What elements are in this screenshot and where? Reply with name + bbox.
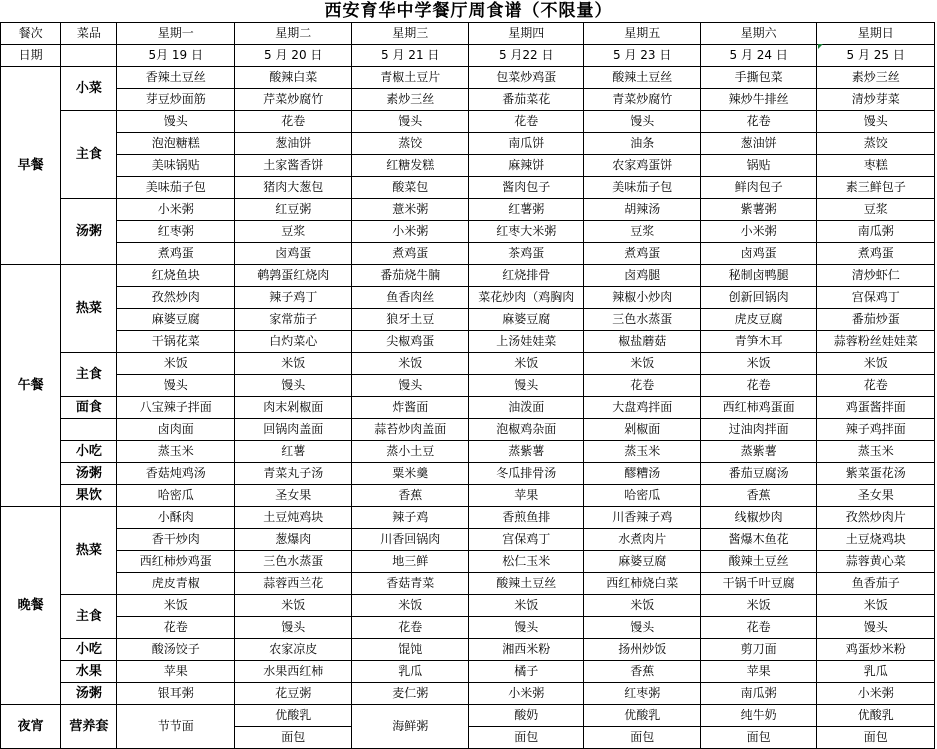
dish-cell: 红豆粥	[234, 199, 352, 221]
dish-cell: 辣子鸡	[352, 507, 468, 529]
dish-cell: 青菜丸子汤	[234, 463, 352, 485]
dish-cell: 米饭	[584, 353, 700, 375]
dish-cell: 小米粥	[468, 683, 583, 705]
dish-cell: 蒸紫薯	[700, 441, 816, 463]
dish-cell: 蒜蓉黄心菜	[817, 551, 935, 573]
dish-cell: 宫保鸡丁	[468, 529, 583, 551]
dish-cell: 花卷	[584, 375, 700, 397]
dish-cell: 卤鸡蛋	[234, 243, 352, 265]
dish-cell: 米饭	[700, 353, 816, 375]
dish-cell: 香蕉	[700, 485, 816, 507]
category-label: 果饮	[61, 485, 117, 507]
dish-cell: 农家鸡蛋饼	[584, 155, 700, 177]
dish-cell: 花卷	[700, 617, 816, 639]
dish-cell: 川香回锅肉	[352, 529, 468, 551]
dish-cell: 米饭	[352, 595, 468, 617]
dish-cell: 面包	[468, 727, 583, 749]
menu-row	[1, 507, 935, 529]
dish-cell: 八宝辣子拌面	[117, 397, 235, 419]
dish-cell: 米饭	[700, 595, 816, 617]
dish-cell: 剁椒面	[584, 419, 700, 441]
dish-cell: 胡辣汤	[584, 199, 700, 221]
dish-cell: 乳瓜	[817, 661, 935, 683]
dish-cell: 水煮肉片	[584, 529, 700, 551]
dish-cell: 米饭	[234, 353, 352, 375]
dish-cell: 纯牛奶	[700, 705, 816, 727]
dish-cell: 香菇青菜	[352, 573, 468, 595]
dish-cell: 馒头	[468, 375, 583, 397]
header-day: 星期四	[468, 23, 583, 45]
dish-cell: 米饭	[117, 353, 235, 375]
dish-cell: 紫菜蛋花汤	[817, 463, 935, 485]
dish-cell: 海鲜粥	[352, 705, 468, 749]
dish-cell: 家常茄子	[234, 309, 352, 331]
date-cell: 5 月 20 日	[234, 45, 352, 67]
dish-cell: 红枣粥	[584, 683, 700, 705]
menu-row	[1, 177, 935, 199]
dish-cell: 番茄烧牛腩	[352, 265, 468, 287]
menu-row	[1, 375, 935, 397]
cell-comment-marker	[818, 44, 823, 49]
category-label: 热菜	[61, 507, 117, 595]
dish-cell: 土豆炖鸡块	[234, 507, 352, 529]
dish-cell: 青菜炒腐竹	[584, 89, 700, 111]
dish-cell: 扬州炒饭	[584, 639, 700, 661]
menu-row	[1, 463, 935, 485]
dish-cell: 薏米粥	[352, 199, 468, 221]
dish-cell: 小米粥	[700, 221, 816, 243]
dish-cell: 卤鸡腿	[584, 265, 700, 287]
dish-cell: 哈密瓜	[584, 485, 700, 507]
dish-cell: 地三鲜	[352, 551, 468, 573]
meal-label: 午餐	[1, 265, 61, 507]
dish-cell: 鱼香肉丝	[352, 287, 468, 309]
dish-cell: 米饭	[817, 595, 935, 617]
dish-cell: 小米粥	[117, 199, 235, 221]
dish-cell: 鲜肉包子	[700, 177, 816, 199]
dish-cell: 馒头	[817, 111, 935, 133]
dish-cell: 炸酱面	[352, 397, 468, 419]
dish-cell: 蒜苔炒肉盖面	[352, 419, 468, 441]
dish-cell: 花卷	[817, 375, 935, 397]
date-blank	[61, 45, 117, 67]
dish-cell: 肉末剁椒面	[234, 397, 352, 419]
dish-cell: 蒸饺	[817, 133, 935, 155]
header-day: 星期五	[584, 23, 700, 45]
dish-cell: 圣女果	[817, 485, 935, 507]
menu-row	[1, 661, 935, 683]
menu-row	[1, 309, 935, 331]
category-label: 主食	[61, 353, 117, 397]
dish-cell: 白灼菜心	[234, 331, 352, 353]
dish-cell: 菜花炒肉（鸡胸肉	[468, 287, 583, 309]
date-label: 日期	[1, 45, 61, 67]
dish-cell: 馒头	[468, 617, 583, 639]
dish-cell: 蒸饺	[352, 133, 468, 155]
dish-cell: 苹果	[700, 661, 816, 683]
category-label: 主食	[61, 595, 117, 639]
dish-cell: 鸡蛋炒米粉	[817, 639, 935, 661]
dish-cell: 馒头	[117, 111, 235, 133]
menu-row	[1, 639, 935, 661]
category-label: 热菜	[61, 265, 117, 353]
dish-cell: 番茄炒蛋	[817, 309, 935, 331]
dish-cell: 香干炒肉	[117, 529, 235, 551]
header-day: 星期一	[117, 23, 235, 45]
dish-cell: 蒜蓉西兰花	[234, 573, 352, 595]
weekly-menu-table	[0, 22, 935, 749]
dish-cell: 卤鸡蛋	[700, 243, 816, 265]
dish-cell: 酸辣土豆丝	[584, 67, 700, 89]
dish-cell: 优酸乳	[584, 705, 700, 727]
dish-cell: 油条	[584, 133, 700, 155]
dish-cell: 米饭	[817, 353, 935, 375]
dish-cell: 麻婆豆腐	[117, 309, 235, 331]
dish-cell: 哈密瓜	[117, 485, 235, 507]
dish-cell: 南瓜粥	[817, 221, 935, 243]
dish-cell: 辣炒牛排丝	[700, 89, 816, 111]
header-day: 星期日	[817, 23, 935, 45]
dish-cell: 米饭	[352, 353, 468, 375]
dish-cell: 蒜蓉粉丝娃娃菜	[817, 331, 935, 353]
dish-cell: 创新回锅肉	[700, 287, 816, 309]
dish-cell: 枣糕	[817, 155, 935, 177]
category-label: 小菜	[61, 67, 117, 111]
dish-cell: 乳瓜	[352, 661, 468, 683]
dish-cell: 醪糟汤	[584, 463, 700, 485]
date-cell: 5 月 21 日	[352, 45, 468, 67]
dish-cell: 卤肉面	[117, 419, 235, 441]
dish-cell: 小米粥	[352, 221, 468, 243]
meal-label: 夜宵	[1, 705, 61, 749]
dish-cell: 粟米羹	[352, 463, 468, 485]
menu-row	[1, 551, 935, 573]
dish-cell: 南瓜饼	[468, 133, 583, 155]
dish-cell: 面包	[700, 727, 816, 749]
dish-cell: 锅贴	[700, 155, 816, 177]
dish-cell: 美味茄子包	[584, 177, 700, 199]
menu-row	[1, 221, 935, 243]
dish-cell: 回锅肉盖面	[234, 419, 352, 441]
category-label: 汤粥	[61, 683, 117, 705]
date-cell: 5月 19 日	[117, 45, 235, 67]
menu-row	[1, 397, 935, 419]
dish-cell: 花卷	[700, 375, 816, 397]
dish-cell: 素炒三丝	[352, 89, 468, 111]
dish-cell: 大盘鸡拌面	[584, 397, 700, 419]
dish-cell: 香辣土豆丝	[117, 67, 235, 89]
dish-cell: 西红柿鸡蛋面	[700, 397, 816, 419]
dish-cell: 花卷	[700, 111, 816, 133]
dish-cell: 包菜炒鸡蛋	[468, 67, 583, 89]
category-label: 小吃	[61, 639, 117, 661]
dish-cell: 酸菜包	[352, 177, 468, 199]
dish-cell: 上汤娃娃菜	[468, 331, 583, 353]
dish-cell: 红枣粥	[117, 221, 235, 243]
dish-cell: 油泼面	[468, 397, 583, 419]
menu-row	[1, 243, 935, 265]
dish-cell: 蒸玉米	[117, 441, 235, 463]
menu-row	[1, 265, 935, 287]
date-cell: 5 月22 日	[468, 45, 583, 67]
dish-cell: 狼牙土豆	[352, 309, 468, 331]
meal-label: 晚餐	[1, 507, 61, 705]
dish-cell: 水果西红柿	[234, 661, 352, 683]
dish-cell: 苹果	[468, 485, 583, 507]
dish-cell: 煮鸡蛋	[584, 243, 700, 265]
menu-row	[1, 683, 935, 705]
category-label: 主食	[61, 111, 117, 199]
dish-cell: 苹果	[117, 661, 235, 683]
dish-cell: 茶鸡蛋	[468, 243, 583, 265]
dish-cell: 花卷	[234, 111, 352, 133]
menu-row	[1, 67, 935, 89]
menu-row	[1, 331, 935, 353]
dish-cell: 美味锅贴	[117, 155, 235, 177]
menu-row	[1, 353, 935, 375]
dish-cell: 馄饨	[352, 639, 468, 661]
category-label: 面食	[61, 397, 117, 419]
dish-cell: 农家凉皮	[234, 639, 352, 661]
date-cell: 5 月 23 日	[584, 45, 700, 67]
menu-row	[1, 617, 935, 639]
dish-cell: 鸡蛋酱拌面	[817, 397, 935, 419]
dish-cell: 优酸乳	[234, 705, 352, 727]
dish-cell: 辣子鸡丁	[234, 287, 352, 309]
dish-cell: 孜然炒肉片	[817, 507, 935, 529]
dish-cell: 青椒土豆片	[352, 67, 468, 89]
dish-cell: 银耳粥	[117, 683, 235, 705]
header-day: 星期三	[352, 23, 468, 45]
dish-cell: 花豆粥	[234, 683, 352, 705]
header-day: 星期六	[700, 23, 816, 45]
dish-cell: 煮鸡蛋	[352, 243, 468, 265]
dish-cell: 宫保鸡丁	[817, 287, 935, 309]
dish-cell: 川香辣子鸡	[584, 507, 700, 529]
dish-cell: 蒸玉米	[584, 441, 700, 463]
dish-cell: 馒头	[817, 617, 935, 639]
dish-cell: 香煎鱼排	[468, 507, 583, 529]
dish-cell: 红薯粥	[468, 199, 583, 221]
category-label: 汤粥	[61, 463, 117, 485]
dish-cell: 米饭	[468, 595, 583, 617]
dish-cell: 香蕉	[584, 661, 700, 683]
header-day: 星期二	[234, 23, 352, 45]
dish-cell: 麦仁粥	[352, 683, 468, 705]
dish-cell: 酸辣白菜	[234, 67, 352, 89]
dish-cell: 馒头	[352, 111, 468, 133]
dish-cell: 紫薯粥	[700, 199, 816, 221]
dish-cell: 葱爆肉	[234, 529, 352, 551]
dish-cell: 虎皮豆腐	[700, 309, 816, 331]
dish-cell: 湘西米粉	[468, 639, 583, 661]
dish-cell: 馒头	[584, 617, 700, 639]
dish-cell: 面包	[234, 727, 352, 749]
dish-cell: 酱肉包子	[468, 177, 583, 199]
dish-cell: 面包	[584, 727, 700, 749]
menu-row	[1, 155, 935, 177]
dish-cell: 花卷	[468, 111, 583, 133]
dish-cell: 酸汤饺子	[117, 639, 235, 661]
date-cell: 5 月 25 日	[817, 45, 935, 67]
date-cell: 5 月 24 日	[700, 45, 816, 67]
dish-cell: 米饭	[584, 595, 700, 617]
category-label: 汤粥	[61, 199, 117, 265]
dish-cell: 豆浆	[817, 199, 935, 221]
dish-cell: 素炒三丝	[817, 67, 935, 89]
dish-cell: 红烧排骨	[468, 265, 583, 287]
dish-cell: 芹菜炒腐竹	[234, 89, 352, 111]
dish-cell: 冬瓜排骨汤	[468, 463, 583, 485]
dish-cell: 土豆烧鸡块	[817, 529, 935, 551]
menu-row	[1, 287, 935, 309]
header-meal: 餐次	[1, 23, 61, 45]
dish-cell: 芽豆炒面筋	[117, 89, 235, 111]
dish-cell: 葱油饼	[234, 133, 352, 155]
dish-cell: 圣女果	[234, 485, 352, 507]
category-label	[61, 419, 117, 441]
dish-cell: 猪肉大葱包	[234, 177, 352, 199]
menu-body	[1, 23, 935, 749]
dish-cell: 辣椒小炒肉	[584, 287, 700, 309]
dish-cell: 过油肉拌面	[700, 419, 816, 441]
dish-cell: 椒盐蘑菇	[584, 331, 700, 353]
menu-row	[1, 595, 935, 617]
dish-cell: 馒头	[352, 375, 468, 397]
menu-row	[1, 133, 935, 155]
header-row	[1, 23, 935, 45]
dish-cell: 西红柿烧白菜	[584, 573, 700, 595]
dish-cell: 鹌鹑蛋红烧肉	[234, 265, 352, 287]
dish-cell: 番茄豆腐汤	[700, 463, 816, 485]
dish-cell: 红烧鱼块	[117, 265, 235, 287]
dish-cell: 酸奶	[468, 705, 583, 727]
dish-cell: 泡椒鸡杂面	[468, 419, 583, 441]
dish-cell: 酱爆木鱼花	[700, 529, 816, 551]
dish-cell: 美味茄子包	[117, 177, 235, 199]
dish-cell: 西红柿炒鸡蛋	[117, 551, 235, 573]
meal-label: 早餐	[1, 67, 61, 265]
dish-cell: 孜然炒肉	[117, 287, 235, 309]
dish-cell: 线椒炒肉	[700, 507, 816, 529]
dish-cell: 三色水蒸蛋	[584, 309, 700, 331]
dish-cell: 米饭	[468, 353, 583, 375]
dish-cell: 三色水蒸蛋	[234, 551, 352, 573]
dish-cell: 剪刀面	[700, 639, 816, 661]
menu-row	[1, 529, 935, 551]
dish-cell: 小酥肉	[117, 507, 235, 529]
page-title: 西安育华中学餐厅周食谱（不限量）	[324, 1, 613, 21]
menu-row	[1, 485, 935, 507]
dish-cell: 清炒芽菜	[817, 89, 935, 111]
dish-cell: 手撕包菜	[700, 67, 816, 89]
dish-cell: 米饭	[234, 595, 352, 617]
dish-cell: 酸辣土豆丝	[700, 551, 816, 573]
dish-cell: 尖椒鸡蛋	[352, 331, 468, 353]
date-row	[1, 45, 935, 67]
dish-cell: 泡泡糖糕	[117, 133, 235, 155]
dish-cell: 红糖发糕	[352, 155, 468, 177]
dish-cell: 麻辣饼	[468, 155, 583, 177]
menu-row	[1, 419, 935, 441]
dish-cell: 麻婆豆腐	[468, 309, 583, 331]
dish-cell: 南瓜粥	[700, 683, 816, 705]
category-label: 营养套	[61, 705, 117, 749]
dish-cell: 豆浆	[234, 221, 352, 243]
dish-cell: 煮鸡蛋	[817, 243, 935, 265]
dish-cell: 麻婆豆腐	[584, 551, 700, 573]
dish-cell: 红枣大米粥	[468, 221, 583, 243]
dish-cell: 豆浆	[584, 221, 700, 243]
menu-row	[1, 573, 935, 595]
dish-cell: 香蕉	[352, 485, 468, 507]
menu-row	[1, 89, 935, 111]
night-row	[1, 705, 935, 727]
dish-cell: 煮鸡蛋	[117, 243, 235, 265]
dish-cell: 松仁玉米	[468, 551, 583, 573]
dish-cell: 节节面	[117, 705, 235, 749]
dish-cell: 干锅花菜	[117, 331, 235, 353]
dish-cell: 蒸玉米	[817, 441, 935, 463]
dish-cell: 酸辣土豆丝	[468, 573, 583, 595]
dish-cell: 馒头	[234, 375, 352, 397]
dish-cell: 虎皮青椒	[117, 573, 235, 595]
dish-cell: 馒头	[117, 375, 235, 397]
dish-cell: 青笋木耳	[700, 331, 816, 353]
dish-cell: 红薯	[234, 441, 352, 463]
dish-cell: 素三鲜包子	[817, 177, 935, 199]
dish-cell: 葱油饼	[700, 133, 816, 155]
menu-row	[1, 441, 935, 463]
header-category: 菜品	[61, 23, 117, 45]
dish-cell: 土家酱香饼	[234, 155, 352, 177]
dish-cell: 花卷	[352, 617, 468, 639]
dish-cell: 橘子	[468, 661, 583, 683]
dish-cell: 花卷	[117, 617, 235, 639]
dish-cell: 清炒虾仁	[817, 265, 935, 287]
dish-cell: 番茄菜花	[468, 89, 583, 111]
dish-cell: 干锅千叶豆腐	[700, 573, 816, 595]
category-label: 水果	[61, 661, 117, 683]
dish-cell: 小米粥	[817, 683, 935, 705]
dish-cell: 馒头	[234, 617, 352, 639]
dish-cell: 蒸小土豆	[352, 441, 468, 463]
dish-cell: 鱼香茄子	[817, 573, 935, 595]
dish-cell: 秘制卤鸭腿	[700, 265, 816, 287]
menu-row	[1, 199, 935, 221]
dish-cell: 面包	[817, 727, 935, 749]
menu-row	[1, 111, 935, 133]
dish-cell: 优酸乳	[817, 705, 935, 727]
dish-cell: 米饭	[117, 595, 235, 617]
category-label: 小吃	[61, 441, 117, 463]
dish-cell: 馒头	[584, 111, 700, 133]
dish-cell: 蒸紫薯	[468, 441, 583, 463]
dish-cell: 辣子鸡拌面	[817, 419, 935, 441]
dish-cell: 香菇炖鸡汤	[117, 463, 235, 485]
